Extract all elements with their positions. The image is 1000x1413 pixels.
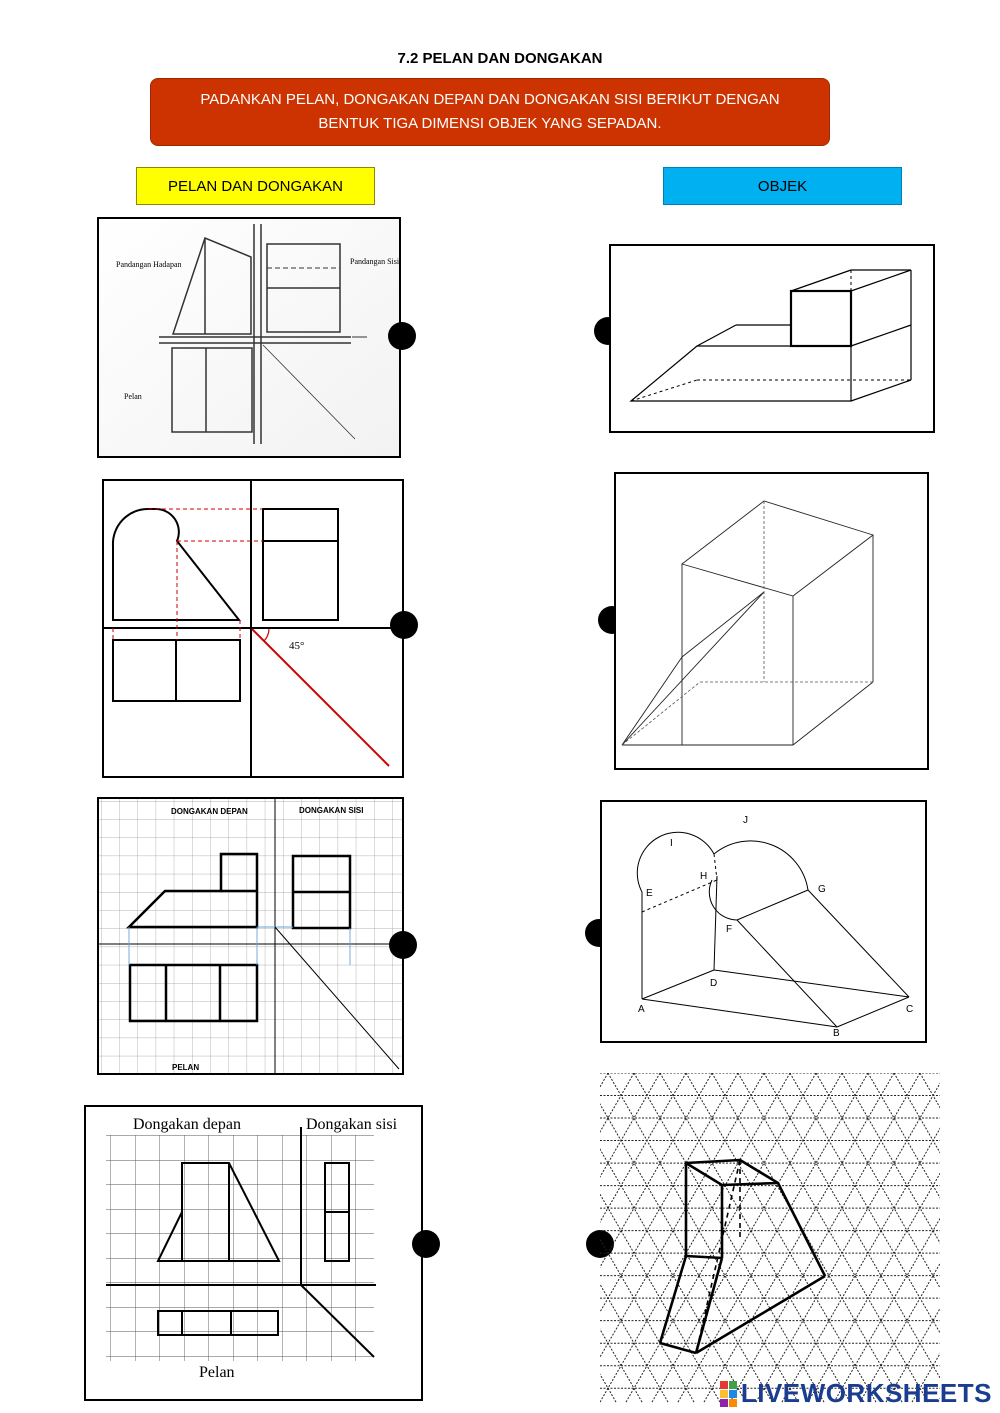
right-object-3 — [600, 800, 927, 1043]
vertex-j: J — [743, 815, 748, 826]
left-column-header — [136, 167, 375, 205]
vertex-g: G — [818, 884, 826, 895]
right-object-4 — [600, 1073, 940, 1403]
plan-view-label: Pelan — [199, 1364, 235, 1381]
plan-view-label: PELAN — [172, 1063, 200, 1072]
orthographic-views-2 — [104, 481, 402, 776]
side-view-label: Dongakan sisi — [306, 1116, 398, 1133]
vertex-f: F — [726, 924, 733, 935]
right-object-2 — [614, 472, 929, 770]
vertex-d: D — [710, 978, 718, 989]
match-dot-left-4[interactable] — [412, 1230, 440, 1258]
vertex-i: I — [670, 838, 673, 849]
match-dot-left-1[interactable] — [388, 322, 416, 350]
side-view-label: DONGAKAN SISI — [299, 806, 364, 815]
orthographic-views-4 — [86, 1107, 421, 1399]
match-dot-left-2[interactable] — [390, 611, 418, 639]
left-drawing-4 — [84, 1105, 423, 1401]
liveworksheets-logo-icon — [720, 1381, 737, 1407]
brand-footer — [720, 1378, 992, 1409]
instruction-text: PADANKAN PELAN, DONGAKAN DEPAN DAN DONGAKAN SISI BERIKUT DENGAN BENTUK TIGA DIMENSI OBJEK YANG SEPADAN. — [200, 91, 780, 132]
left-drawing-2 — [102, 479, 404, 778]
vertex-a: A — [638, 1004, 645, 1015]
plan-view-label: Pelan — [124, 392, 142, 401]
vertex-b: B — [833, 1028, 840, 1039]
isometric-object-2 — [616, 474, 927, 768]
front-view-label: DONGAKAN DEPAN — [171, 807, 248, 816]
front-view-label: Dongakan depan — [133, 1116, 241, 1133]
instruction-banner — [150, 78, 830, 146]
vertex-h: H — [700, 871, 708, 882]
orthographic-views-3 — [99, 799, 402, 1073]
right-column-label: OBJEK — [757, 177, 808, 195]
right-column-header — [663, 167, 902, 205]
left-drawing-3 — [97, 797, 404, 1075]
isometric-object-3 — [602, 802, 925, 1041]
match-dot-left-3[interactable] — [389, 931, 417, 959]
front-view-label: Pandangan Hadapan — [116, 260, 182, 269]
page-title: 7.2 PELAN DAN DONGAKAN — [397, 50, 603, 67]
right-object-1 — [609, 244, 935, 433]
left-column-label: PELAN DAN DONGAKAN — [167, 177, 344, 195]
angle-label: 45° — [289, 640, 305, 652]
side-view-label: Pandangan Sisi — [350, 257, 399, 266]
brand-name: LIVEWORKSHEETS — [740, 1378, 992, 1408]
vertex-e: E — [646, 888, 653, 899]
orthographic-views-1 — [99, 219, 399, 456]
isometric-object-4 — [600, 1073, 940, 1403]
left-drawing-1 — [97, 217, 401, 458]
vertex-c: C — [906, 1004, 914, 1015]
isometric-object-1 — [611, 246, 933, 431]
